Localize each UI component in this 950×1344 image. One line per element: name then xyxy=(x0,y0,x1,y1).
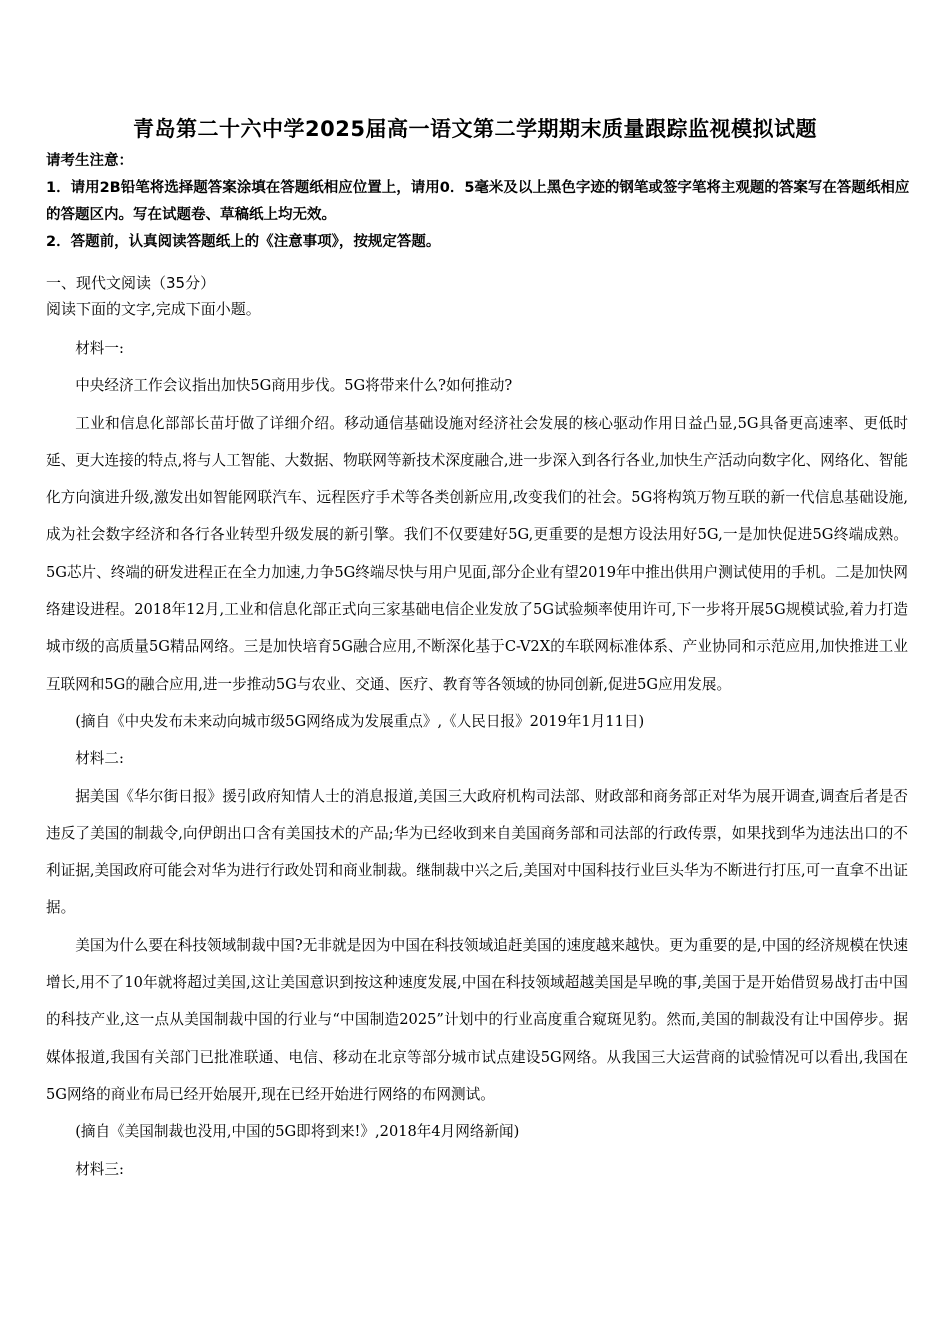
section-heading: 一、现代文阅读（35分） xyxy=(46,274,216,292)
material2-source: (摘自《美国制裁也没用,中国的5G即将到来!》,2018年4月网络新闻) xyxy=(75,1123,520,1141)
exam-notice xyxy=(46,148,916,256)
notice-item: 2．答题前，认真阅读答题纸上的《注意事项》，按规定答题。 xyxy=(46,234,441,250)
section-instruction: 阅读下面的文字,完成下面小题。 xyxy=(46,300,261,318)
paragraph: 美国为什么要在科技领域制裁中国?无非就是因为中国在科技领域追赶美国的速度越来越快。更为重要的是,中国的经济规模在快速增长,用不了10年就将超过美国,这让美国意识到按这种速度发展,中国在科技领域超越美国是早晚的事,美国于是开始借贸易战打击中国的科技产业,这一点从美国制裁中国的行业与“中国制造2025”计划中的行业高度重合窥斑见豹。然而,美国的制裁没有让中国停步。据媒体报道,我国有关部门已批准联通、电信、移动在北京等部分城市试点建设5G网络。从我国三大运营商的试验情况可以看出,我国在5G网络的商业布局已经开始展开,现在已经开始进行网络的布网测试。 xyxy=(46,936,908,1103)
material3-label: 材料三: xyxy=(75,1160,124,1178)
reading-passage xyxy=(46,330,908,1188)
paragraph: 中央经济工作会议指出加快5G商用步伐。5G将带来什么?如何推动? xyxy=(75,377,513,395)
material1-label: 材料一: xyxy=(75,340,124,357)
notice-heading: 请考生注意： xyxy=(46,153,133,169)
page-title: 青岛第二十六中学2025届高一语文第二学期期末质量跟踪监视模拟试题 xyxy=(133,117,817,141)
notice-item: 1．请用2B铅笔将选择题答案涂填在答题纸相应位置上，请用0．5毫米及以上黑色字迹的钢笔或签字笔将主观题的答案写在答题纸相应的答题区内。写在试题卷、草稿纸上均无效。 xyxy=(46,180,910,223)
paragraph: 据美国《华尔街日报》援引政府知情人士的消息报道,美国三大政府机构司法部、财政部和商务部正对华为展开调查,调查后者是否违反了美国的制裁令,向伊朗出口含有美国技术的产品;华为已经收到来自美国商务部和司法部的行政传票，如果找到华为违法出口的不利证据,美国政府可能会对华为进行行政处罚和商业制裁。继制裁中兴之后,美国对中国科技行业巨头华为不断进行打压,可一直拿不出证据。 xyxy=(46,787,908,917)
material1-source: (摘自《中央发布未来动向城市级5G网络成为发展重点》,《人民日报》2019年1月11日) xyxy=(75,712,645,730)
material2-label: 材料二: xyxy=(75,750,124,768)
paragraph: 工业和信息化部部长苗圩做了详细介绍。移动通信基础设施对经济社会发展的核心驱动作用日益凸显,5G具备更高速率、更低时延、更大连接的特点,将与人工智能、大数据、物联网等新技术深度融合,进一步深入到各行各业,加快生产活动向数字化、网络化、智能化方向演进升级,激发出如智能网联汽车、远程医疗手术等各类创新应用,改变我们的社会。5G将构筑万物互联的新一代信息基础设施,成为社会数字经济和各行各业转型升级发展的新引擎。我们不仅要建好5G,更重要的是想方设法用好5G,一是加快促进5G终端成熟。5G芯片、终端的研发进程正在全力加速,力争5G终端尽快与用户见面,部分企业有望2019年中推出供用户测试使用的手机。二是加快网络建设进程。2018年12月,工业和信息化部正式向三家基础电信企业发放了5G试验频率使用许可,下一步将开展5G规模试验,着力打造城市级的高质量5G精品网络。三是加快培育5G融合应用,不断深化基于C-V2X的车联网标准体系、产业协同和示范应用,加快推进工业互联网和5G的融合应用,进一步推动5G与农业、交通、医疗、教育等各领域的协同创新,促进5G应用发展。 xyxy=(46,414,908,693)
